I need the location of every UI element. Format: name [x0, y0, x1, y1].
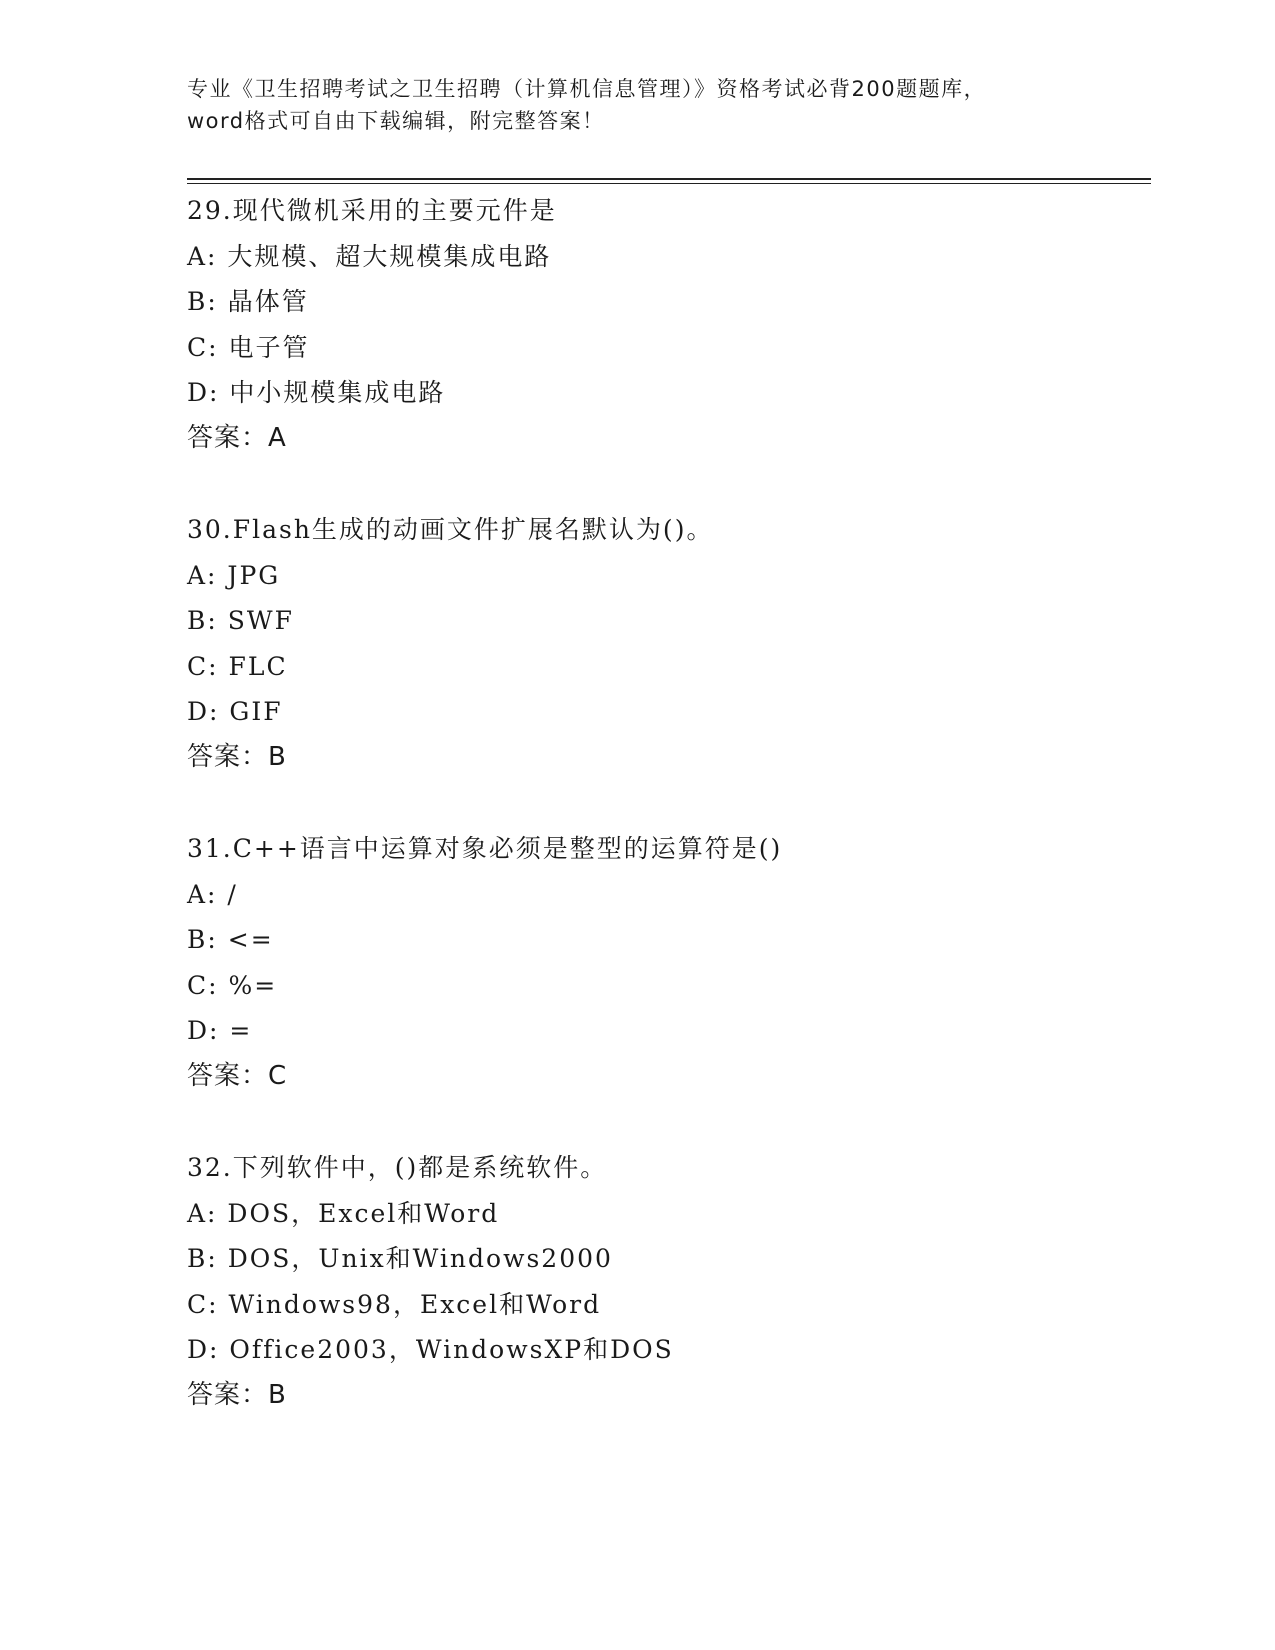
option-a: A: / [187, 879, 238, 909]
option-a: A: JPG [187, 560, 281, 590]
answer-line: 答案：C [187, 1060, 288, 1091]
option-a: A: DOS，Excel和Word [187, 1198, 500, 1228]
option-c: C: Windows98，Excel和Word [187, 1289, 602, 1319]
header-title-line-1: 专业《卫生招聘考试之卫生招聘（计算机信息管理）》资格考试必背200题题库， [187, 77, 987, 101]
option-b: B: <= [187, 925, 274, 954]
option-d: D: GIF [187, 697, 283, 726]
answer-line: 答案：B [187, 1379, 287, 1410]
option-b: B: 晶体管 [187, 287, 309, 316]
option-c: C: FLC [187, 651, 288, 681]
question-stem: 31.C++语言中运算对象必须是整型的运算符是() [187, 834, 783, 863]
header-title-line-2: word格式可自由下载编辑，附完整答案！ [187, 109, 605, 133]
option-b: B: SWF [187, 606, 294, 635]
option-c: C: 电子管 [187, 332, 310, 362]
header-divider-thick [187, 178, 1151, 180]
option-a: A: 大规模、超大规模集成电路 [187, 241, 552, 271]
question-stem: 30.Flash生成的动画文件扩展名默认为()。 [187, 515, 714, 544]
header-divider-thin [187, 183, 1151, 184]
question-block-32 [187, 1145, 1147, 1418]
question-block-31 [187, 826, 1147, 1099]
question-block-30 [187, 507, 1147, 780]
option-b: B: DOS，Unix和Windows2000 [187, 1244, 613, 1273]
option-d: D: 中小规模集成电路 [187, 378, 446, 407]
answer-line: 答案：A [187, 422, 287, 453]
option-d: D: Office2003，WindowsXP和DOS [187, 1335, 674, 1364]
question-block-29 [187, 188, 1147, 461]
question-stem: 29.现代微机采用的主要元件是 [187, 196, 557, 225]
document-header [187, 73, 1087, 137]
question-stem: 32.下列软件中，()都是系统软件。 [187, 1153, 608, 1182]
option-d: D: = [187, 1016, 253, 1045]
option-c: C: %= [187, 970, 278, 1000]
answer-line: 答案：B [187, 741, 287, 772]
